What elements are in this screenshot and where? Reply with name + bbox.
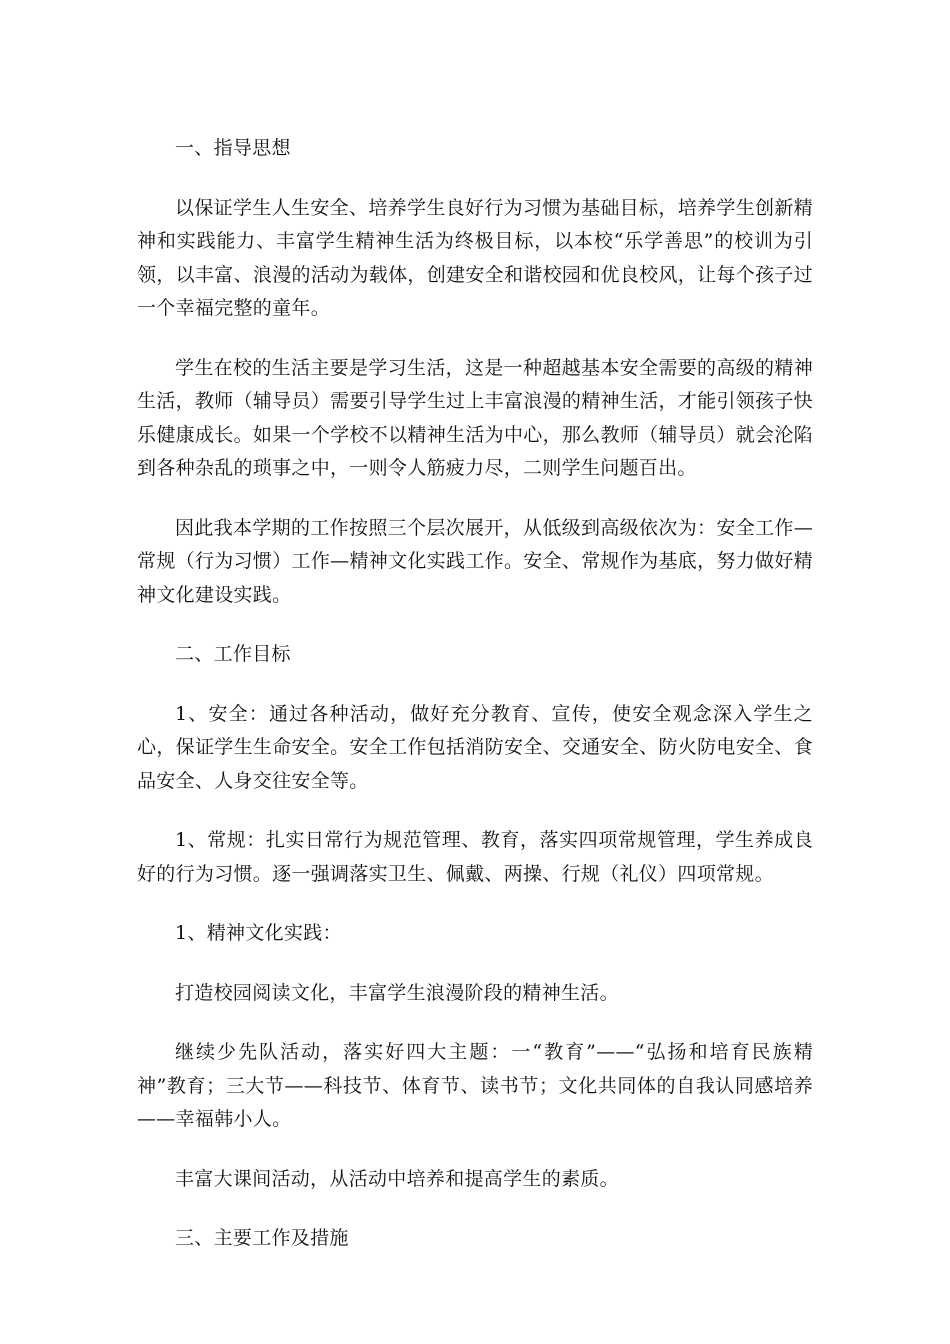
section-heading-work-goals: 二、工作目标: [175, 643, 291, 665]
paragraph-routine: 1、常规：扎实日常行为规范管理、教育，落实四项常规管理，学生养成良好的行为习惯。逐一强调落实卫生、佩戴、两操、行规（礼仪）四项常规。: [137, 829, 813, 885]
paragraph-three-levels: 因此我本学期的工作按照三个层次展开，从低级到高级依次为：安全工作—常规（行为习惯）工作—精神文化实践工作。安全、常规作为基底，努力做好精神文化建设实践。: [137, 516, 813, 606]
paragraph-young-pioneers: 继续少先队活动，落实好四大主题：一“教育”——“弘扬和培育民族精神”教育；三大节——科技节、体育节、读书节；文化共同体的自我认同感培养——幸福韩小人。: [137, 1041, 813, 1130]
paragraph-recess-activities: 丰富大课间活动，从活动中培养和提高学生的素质。: [175, 1167, 619, 1190]
section-heading-main-work: 三、主要工作及措施: [175, 1227, 349, 1249]
section-heading-guiding-ideology: 一、指导思想: [175, 137, 291, 159]
paragraph-reading-culture: 打造校园阅读文化，丰富学生浪漫阶段的精神生活。: [175, 981, 619, 1004]
paragraph-safety: 1、安全：通过各种活动，做好充分教育、宣传，使安全观念深入学生之心，保证学生生命安全。安全工作包括消防安全、交通安全、防火防电安全、食品安全、人身交往安全等。: [137, 702, 813, 792]
paragraph-spiritual-culture: 1、精神文化实践：: [175, 922, 342, 944]
paragraph-guiding-goals: 以保证学生人生安全、培养学生良好行为习惯为基础目标，培养学生创新精神和实践能力、丰富学生精神生活为终极目标，以本校“乐学善思”的校训为引领，以丰富、浪漫的活动为载体，创建安全和谐校园和优良校风，让每个孩子过一个幸福完整的童年。: [137, 196, 813, 319]
paragraph-student-life: 学生在校的生活主要是学习生活，这是一种超越基本安全需要的高级的精神生活，教师（辅导员）需要引导学生过上丰富浪漫的精神生活，才能引领孩子快乐健康成长。如果一个学校不以精神生活为中心，那么教师（辅导员）就会沦陷到各种杂乱的琐事之中，一则令人筋疲力尽，二则学生问题百出。: [137, 356, 813, 479]
document-body: [137, 132, 813, 1282]
